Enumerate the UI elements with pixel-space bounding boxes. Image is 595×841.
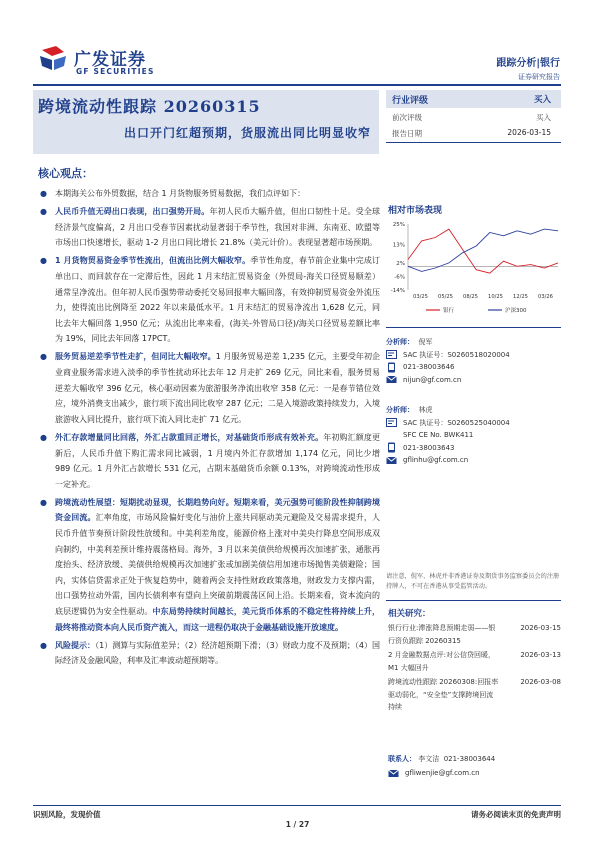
contact-phone[interactable]: 021-38003644	[443, 755, 496, 763]
rating-divider	[386, 142, 561, 143]
x-tick-label: 03/25	[413, 294, 428, 300]
y-tick-label: -14%	[390, 288, 405, 294]
footer-disclaimer-link[interactable]: 请务必阅读末页的免责声明	[471, 810, 561, 819]
analyst-name: 倪军	[418, 338, 433, 346]
email-icon	[388, 768, 399, 779]
footer-divider	[33, 805, 561, 806]
id-card-icon	[386, 349, 397, 360]
contact-label: 联系人：	[388, 755, 416, 763]
rating-label: 行业评级	[392, 96, 429, 106]
report-subtitle: 出口开门红超预期，货服流出同比明显收窄	[123, 126, 371, 140]
logo-english: GF SECURITIES	[76, 67, 155, 76]
report-date-label: 报告日期	[392, 129, 422, 138]
analyst-email[interactable]: gflinhu@gf.com.cn	[403, 456, 469, 464]
market-divider	[386, 327, 561, 328]
x-tick-label: 10/25	[488, 294, 503, 300]
document-subtype: 证券研究报告	[518, 73, 560, 81]
previous-rating-label: 前次评级	[392, 113, 422, 122]
key-point: ● 服务贸易逆差季节性走扩，但同比大幅收窄。1 月服务贸易逆差 1,235 亿元，主要受年初企业商业服务需求进入淡季的季节性扰动环比去年 12 月走扩 269 亿元，同比来看，服务贸易逆差大幅收窄 396 亿元，核心驱动因素为旅游服务净流出收窄 358 亿元：一是春节错位效应，境外消费支出减少，旅行项下流出同比收窄 287 亿元；二是入境游政策持续发力，入境旅游收入同比提升，旅行项下流入同比走扩 71 亿元。	[38, 349, 380, 427]
x-tick-label: 12/25	[513, 294, 528, 300]
y-tick-label: 2%	[396, 260, 405, 267]
analyst-sfc: SFC CE No. BWK411	[403, 431, 474, 439]
key-point: ● 风险提示：（1）测算与实际值差异；（2）经济超预期下滑；（3）财政力度不及预期；（4）国际经济及金融风险，利率及汇率波动超预期等。	[38, 638, 380, 669]
legend-label: 银行	[443, 308, 455, 314]
rating-value: 买入	[533, 95, 551, 105]
previous-rating-value: 买入	[536, 113, 551, 122]
key-points-title: 核心观点：	[38, 167, 93, 180]
report-date-value: 2026-03-15	[507, 128, 551, 137]
footer-slogan: 识别风险，发现价值	[33, 810, 101, 819]
analyst-name: 林虎	[418, 406, 433, 414]
gf-logo-icon	[38, 44, 68, 72]
related-research-list	[388, 622, 561, 716]
series-line	[408, 229, 558, 271]
x-tick-label: 03/26	[538, 294, 553, 300]
y-tick-label: 25%	[392, 222, 405, 228]
key-point: ● 本期海关公布外贸数据，结合 1 月货物服务贸易数据，我们点评如下：	[38, 186, 380, 202]
bullet-icon: ●	[40, 189, 47, 198]
related-research-item[interactable]: 2 月金融数据点评:对公信贷回暖，M1 大幅回升 2026-03-13	[388, 651, 561, 672]
bullet-icon: ●	[40, 432, 47, 442]
key-points-list	[38, 186, 380, 671]
analyst-phone[interactable]: 021-38003643	[403, 443, 455, 452]
x-tick-label: 08/25	[463, 294, 478, 300]
analyst-block	[386, 336, 561, 386]
analyst-block	[386, 404, 561, 467]
key-point: ● 跨境流动性展望：短期扰动显现，长期趋势向好。短期来看，美元强势可能阶段性抑制跨境资金回流。汇率角度，市场风险偏好变化与油价上涨共同驱动美元避险及交易需求提升，人民币升值节奏预计阶段性放缓和。中美利差角度，能源价格上涨对中美央行降息空间形成双向制约，中美利差预计维持震荡格局。海外，3 月以来美债供给规模再次加速扩张，通胀再度抬头、经济放缓、美债供给规模再次加速扩张或加剧美债信用加速市场抛售美债避险；国内，实体信贷需求正处于恢复趋势中，随着两会支持性财政政策落地，财政发力支撑内需，出口强势拉动外需，国内长债利率有望向上突破前期震荡区间上沿。长期来看，资本流向的底层逻辑仍为安全性驱动。中东局势持续时间越长，美元货币体系的不稳定性将持续上升，最终将推动资本向人民币资产流入，而这一进程仍取决于金融基础设施开放速度。	[38, 495, 380, 635]
bullet-icon: ●	[40, 497, 47, 507]
key-point: ● 人民币升值无碍出口表现，出口强势开局。年初人民币大幅升值，但出口韧性十足。受全球经济景气度偏高，2 月出口受春节因素扰动显著弱于季节性，我国对非洲、东南亚、欧盟等市场出口快速增长，驱动 1-2 月出口同比增长 21.8%（美元计价）。表现显著超市场预期。	[38, 204, 380, 251]
x-tick-label: 05/25	[438, 294, 453, 300]
email-icon	[386, 374, 397, 385]
phone-icon	[386, 442, 397, 453]
licensing-note: 请注意，倪军、林虎并非香港证券及期货事务监察委员会的注册持牌人，不可在香港从事受监管活动。	[386, 573, 560, 590]
logo-text: 广发证券	[74, 50, 146, 70]
report-title: 跨境流动性跟踪 20260315	[38, 97, 261, 116]
y-tick-label: -6%	[394, 274, 405, 281]
analyst-label: 分析师：	[386, 406, 414, 414]
id-card-icon	[386, 417, 397, 428]
contact-block	[388, 752, 561, 780]
analyst-email[interactable]: nijun@gf.com.cn	[403, 375, 462, 384]
bullet-icon: ●	[40, 352, 47, 362]
y-tick-label: 13%	[392, 242, 405, 249]
related-divider	[386, 600, 561, 601]
analyst-sac: SAC 执证号：S0260525040004	[403, 418, 510, 427]
bullet-icon: ●	[40, 207, 47, 217]
contact-name: 李文洁	[418, 755, 440, 763]
bullet-icon: ●	[40, 256, 47, 266]
relative-performance-chart	[386, 220, 564, 318]
analyst-phone[interactable]: 021-38003646	[403, 363, 455, 371]
related-research-item[interactable]: 银行行业:滞涨降息预期走弱——银行资负跟踪 20260315 2026-03-15	[388, 624, 561, 645]
analyst-sac: SAC 执证号：S0260518020004	[403, 350, 510, 359]
key-point: ● 外汇存款增量同比回落，外汇占款重回正增长，对基础货币形成有效补充。年初购汇额度更新后，人民币升值下购汇需求同比减弱，1 月境内外汇存款增加 1,174 亿元，同比少增 989 亿元。1 月外汇占款增长 531 亿元，占期末基础货币余额 0.13%，对跨境流动性形成一定补充。	[38, 430, 380, 492]
key-point: ● 1 月货物贸易资金季节性流出，但流出比例大幅收窄。季节性角度，春节前企业集中完成订单出口、而回款存在一定滞后性，因此 1 月末结汇贸易资金（外贸局-海关口径贸易顺差）通常呈净流出。但年初人民币强势带动委托交易回报率大幅回落，有效抑制贸易资金外流压力，使得流出比例降至 2022 年以来最低水平。1 月末结汇的贸易净流出 1,628 亿元，同比去年大幅回落 1,950 亿元；从流出比率来看，(海关-外管局口径)/海关口径贸易差额比率为 19%，同比去年回落 17PCT。	[38, 253, 380, 347]
document-type: 跟踪分析|银行	[496, 58, 560, 69]
market-performance-title: 相对市场表现	[388, 206, 443, 216]
header-divider	[33, 84, 561, 86]
bullet-icon: ●	[40, 640, 47, 650]
analyst-label: 分析师：	[386, 338, 414, 346]
related-research-item[interactable]: 跨境流动性跟踪 20260308:回报率驱动弱化，“安全垫”支撑跨境回流持续 2026-03-08	[388, 678, 561, 711]
page-number: 1 / 27	[285, 820, 310, 829]
legend-label: 沪深300	[505, 308, 527, 314]
email-icon	[386, 455, 397, 466]
contact-email[interactable]: gfliwenjie@gf.com.cn	[405, 769, 480, 777]
related-research-title: 相关研究：	[388, 609, 431, 619]
phone-icon	[386, 362, 397, 373]
